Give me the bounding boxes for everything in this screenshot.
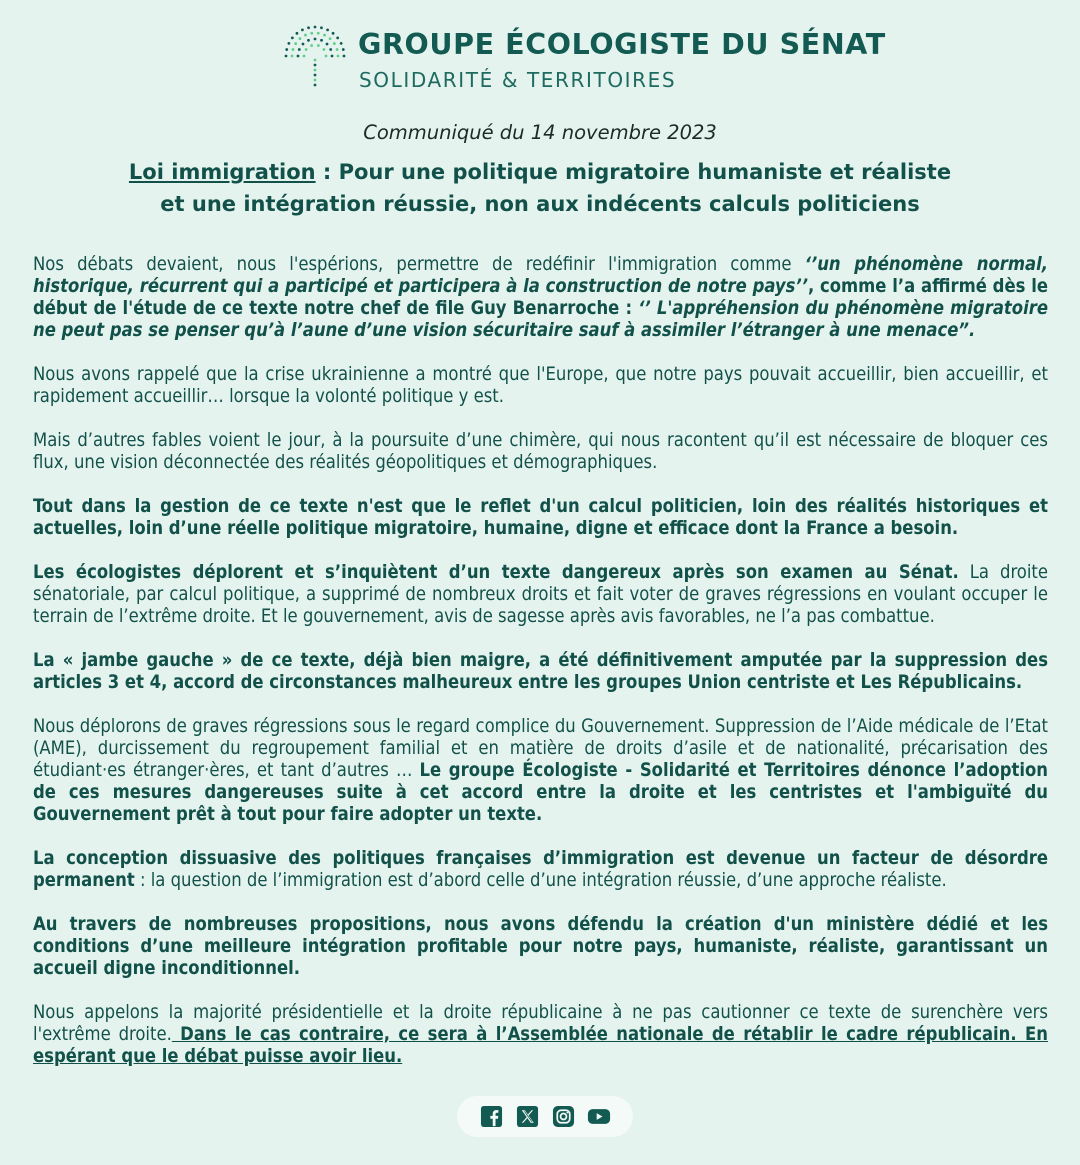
closing-link: Dans le cas contraire, ce sera à l’Assemblée nationale de rétablir le cadre républicain. En espérant que le débat puisse avoir lieu. <box>33 1024 1048 1067</box>
paragraph-text: Nous appelons la majorité présidentielle et la droite républicaine à ne pas cautionner ce texte de surenchère vers l'extrême droite. <box>33 1002 1048 1045</box>
paragraph-10 <box>33 1002 1048 1068</box>
quote: ‘’un phénomène normal, historique, récurrent qui a participé et participera à la construction de notre pays’’ <box>33 254 1048 297</box>
headline-link[interactable]: Loi immigration <box>128 160 316 184</box>
press-release-body <box>33 254 1048 1090</box>
paragraph-1 <box>33 254 1048 342</box>
headline-line2: et une intégration réussie, non aux indécents calculs politiciens <box>160 192 920 216</box>
headline-line1: : Pour une politique migratoire humaniste et réaliste <box>315 160 952 184</box>
social-bar <box>457 1096 633 1137</box>
paragraph-8 <box>33 848 1048 892</box>
paragraph-6: La « jambe gauche » de ce texte, déjà bien maigre, a été définitivement amputée par la suppression des articles 3 et 4, accord de circonstances malheureux entre les groupes Union centriste et Les Républicains. <box>33 650 1048 693</box>
youtube-icon[interactable] <box>587 1105 611 1129</box>
paragraph-text: Les écologistes déplorent et s’inquiètent d’un texte dangereux après son examen au Sénat. <box>33 562 959 583</box>
x-icon[interactable] <box>515 1105 539 1129</box>
paragraph-3: Mais d’autres fables voient le jour, à la poursuite d’une chimère, qui nous racontent qu’il est nécessaire de bloquer ces flux, une vision déconnectée des réalités géopolitiques et démographiques. <box>33 430 1048 473</box>
paragraph-text: La droite sénatoriale, par calcul politique, a supprimé de nombreux droits et fait voter de graves régressions en voulant occuper le terrain de l’extrême droite. Et le gouvernement, avis de sagesse après avis favorables, ne l’a pas combattue. <box>33 562 1048 627</box>
paragraph-text: Nos débats devaient, nous l'espérions, permettre de redéfinir l'immigration comme <box>33 254 805 275</box>
logo-icon <box>282 24 348 90</box>
header <box>282 24 886 94</box>
paragraph-text: : la question de l’immigration est d’abord celle d’une intégration réussie, d’une approche réaliste. <box>134 870 947 891</box>
quote: ‘’ L'appréhension du phénomène migratoire ne peut pas se penser qu’à l’aune d’une vision sécuritaire sauf à assimiler l’étranger à une menace”. <box>33 298 1048 341</box>
headline <box>90 156 990 220</box>
paragraph-text: Nous déplorons de graves régressions sous le regard complice du Gouvernement. Suppression de l’Aide médicale de l’Etat (AME), durcissement du regroupement familial et en matière de droits d’asile et de nationalité, précarisation des étudiant·es étranger·ères, et tant d’autres … <box>33 716 1048 781</box>
paragraph-text: , comme l’a affirmé dès le début de l'étude de ce texte notre chef de file Guy Benarroche : <box>33 276 1048 319</box>
paragraph-5 <box>33 562 1048 628</box>
paragraph-9: Au travers de nombreuses propositions, nous avons défendu la création d'un ministère dédié et les conditions d’une meilleure intégration profitable pour notre pays, humaniste, réaliste, garantissant un accueil digne inconditionnel. <box>33 914 1048 979</box>
paragraph-2: Nous avons rappelé que la crise ukrainienne a montré que l'Europe, que notre pays pouvait accueillir, bien accueillir, et rapidement accueillir… lorsque la volonté politique y est. <box>33 364 1048 407</box>
paragraph-7 <box>33 716 1048 826</box>
facebook-icon[interactable] <box>479 1105 503 1129</box>
paragraph-4: Tout dans la gestion de ce texte n'est que le reflet d'un calcul politicien, loin des réalités historiques et actuelles, loin d’une réelle politique migratoire, humaine, digne et efficace dont la France a besoin. <box>33 496 1048 539</box>
paragraph-text: Le groupe Écologiste - Solidarité et Territoires dénonce l’adoption de ces mesures dangereuses suite à cet accord entre la droite et les centristes et l'ambiguïté du Gouvernement prêt à tout pour faire adopter un texte. <box>33 760 1048 825</box>
org-subtitle: SOLIDARITÉ & TERRITOIRES <box>359 68 677 92</box>
instagram-icon[interactable] <box>551 1105 575 1129</box>
communique-date: Communiqué du 14 novembre 2023 <box>363 121 717 144</box>
org-name: GROUPE ÉCOLOGISTE DU SÉNAT <box>358 28 886 61</box>
paragraph-text: La conception dissuasive des politiques françaises d’immigration est devenue un facteur de désordre permanent <box>33 848 1048 891</box>
